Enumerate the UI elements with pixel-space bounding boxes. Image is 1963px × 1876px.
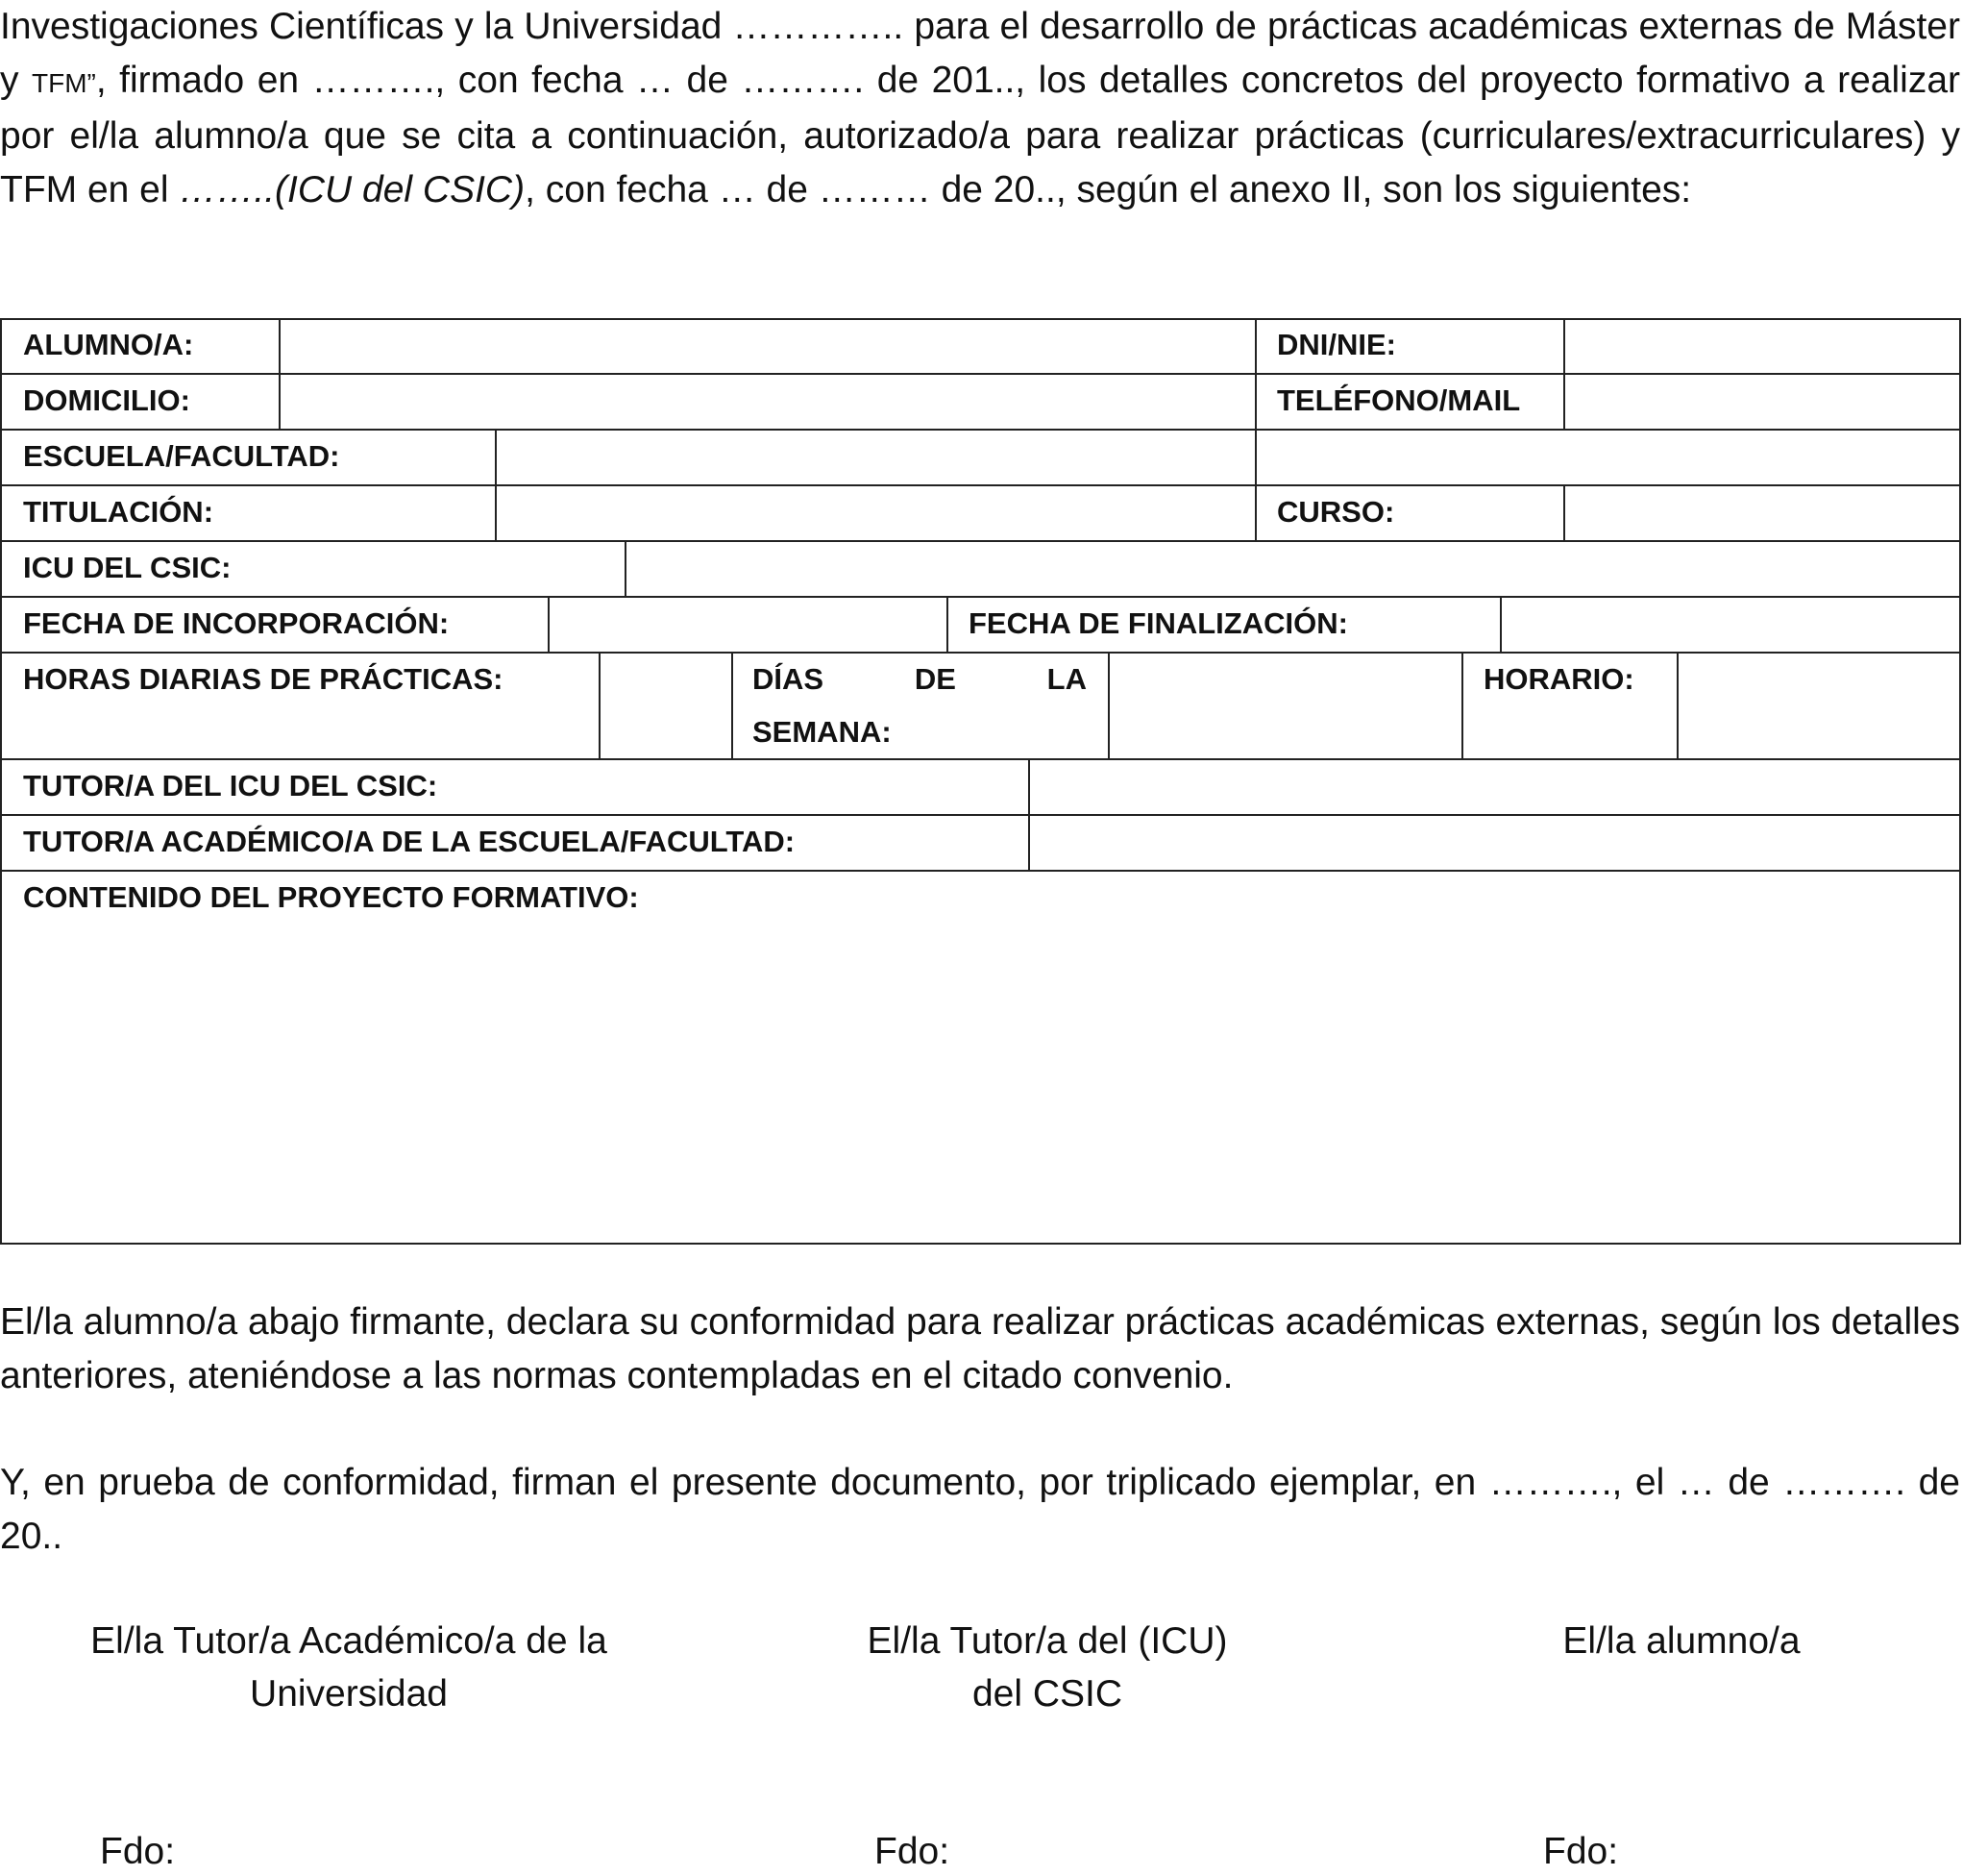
- daily-hours-field[interactable]: [601, 654, 731, 758]
- address-label: DOMICILIO:: [23, 383, 190, 417]
- icu-field[interactable]: [626, 542, 1959, 596]
- phone-mail-field[interactable]: [1565, 375, 1959, 429]
- course-field[interactable]: [1565, 486, 1959, 540]
- start-date-label: FECHA DE INCORPORACIÓN:: [23, 606, 450, 640]
- student-title: El/la alumno/a: [1562, 1620, 1801, 1662]
- weekdays-label-2: SEMANA:: [752, 715, 892, 749]
- daily-hours-label: HORAS DIARIAS DE PRÁCTICAS:: [23, 662, 503, 696]
- intro-text-small: TFM”: [32, 67, 96, 98]
- academic-tutor-label: TUTOR/A ACADÉMICO/A DE LA ESCUELA/FACULTAD:: [23, 825, 796, 858]
- icu-tutor-field[interactable]: [1030, 760, 1959, 814]
- student-signature-block: [1528, 1615, 1835, 1667]
- student-fdo: Fdo:: [1543, 1831, 1619, 1872]
- icu-tutor-signature-block: [846, 1615, 1249, 1720]
- icu-tutor-title-2: del CSIC: [971, 1673, 1123, 1715]
- school-field[interactable]: [497, 431, 1959, 484]
- icu-label: ICU DEL CSIC:: [23, 551, 232, 584]
- dni-label: DNI/NIE:: [1277, 328, 1396, 361]
- weekdays-field[interactable]: [1110, 654, 1461, 758]
- academic-tutor-fdo: Fdo:: [100, 1831, 176, 1872]
- intro-text-2: , firmado en ………., con fecha … de ………. de 201.., los detalles concretos del proyecto formativo a realizar por el/la alumno/a que se cita a continuación, autorizado/a para realizar prácticas (curriculares/extracurriculares) y TFM en el: [0, 59, 1960, 210]
- intro-text-italic: ……..(ICU del CSIC): [179, 168, 526, 210]
- end-date-label: FECHA DE FINALIZACIÓN:: [969, 606, 1348, 640]
- student-field[interactable]: [281, 320, 1255, 373]
- student-label: ALUMNO/A:: [23, 328, 194, 361]
- phone-mail-label: TELÉFONO/MAIL: [1277, 383, 1521, 417]
- training-project-form: [0, 318, 1961, 1245]
- schedule-field[interactable]: [1679, 654, 1959, 758]
- project-content-field[interactable]: [2, 922, 1959, 1243]
- address-field[interactable]: [281, 375, 1255, 429]
- dni-field[interactable]: [1565, 320, 1959, 373]
- degree-label: TITULACIÓN:: [23, 495, 214, 529]
- intro-text-3: , con fecha … de ……… de 20.., según el anexo II, son los siguientes:: [525, 168, 1692, 210]
- icu-tutor-title-1: El/la Tutor/a del (ICU): [867, 1620, 1228, 1662]
- course-label: CURSO:: [1277, 495, 1395, 529]
- degree-field[interactable]: [497, 486, 1255, 540]
- project-content-label: CONTENIDO DEL PROYECTO FORMATIVO:: [23, 880, 639, 914]
- academic-tutor-field[interactable]: [1030, 816, 1959, 870]
- declaration-text: El/la alumno/a abajo firmante, declara su conformidad para realizar prácticas académicas externas, según los detalles anteriores, ateniéndose a las normas contempladas en el citado convenio.: [0, 1301, 1960, 1396]
- academic-tutor-signature-block: [48, 1615, 650, 1720]
- intro-text-1: Investigaciones Científicas y la Universidad ………….. para el desarrollo de prácticas académicas externas de Máster y: [0, 6, 1960, 101]
- academic-tutor-title-2: Universidad: [250, 1673, 448, 1715]
- icu-tutor-label: TUTOR/A DEL ICU DEL CSIC:: [23, 769, 438, 802]
- closing-text: Y, en prueba de conformidad, firman el presente documento, por triplicado ejemplar, en ………., el … de ………. de 20..: [0, 1462, 1960, 1557]
- icu-tutor-fdo: Fdo:: [874, 1831, 950, 1872]
- intro-paragraph: [0, 0, 1960, 216]
- school-label: ESCUELA/FACULTAD:: [23, 439, 340, 473]
- end-date-field[interactable]: [1502, 598, 1959, 652]
- schedule-label: HORARIO:: [1484, 662, 1634, 696]
- weekdays-label: DÍAS DE LA: [752, 662, 1087, 696]
- start-date-field[interactable]: [550, 598, 946, 652]
- academic-tutor-title-1: El/la Tutor/a Académico/a de la: [90, 1620, 607, 1662]
